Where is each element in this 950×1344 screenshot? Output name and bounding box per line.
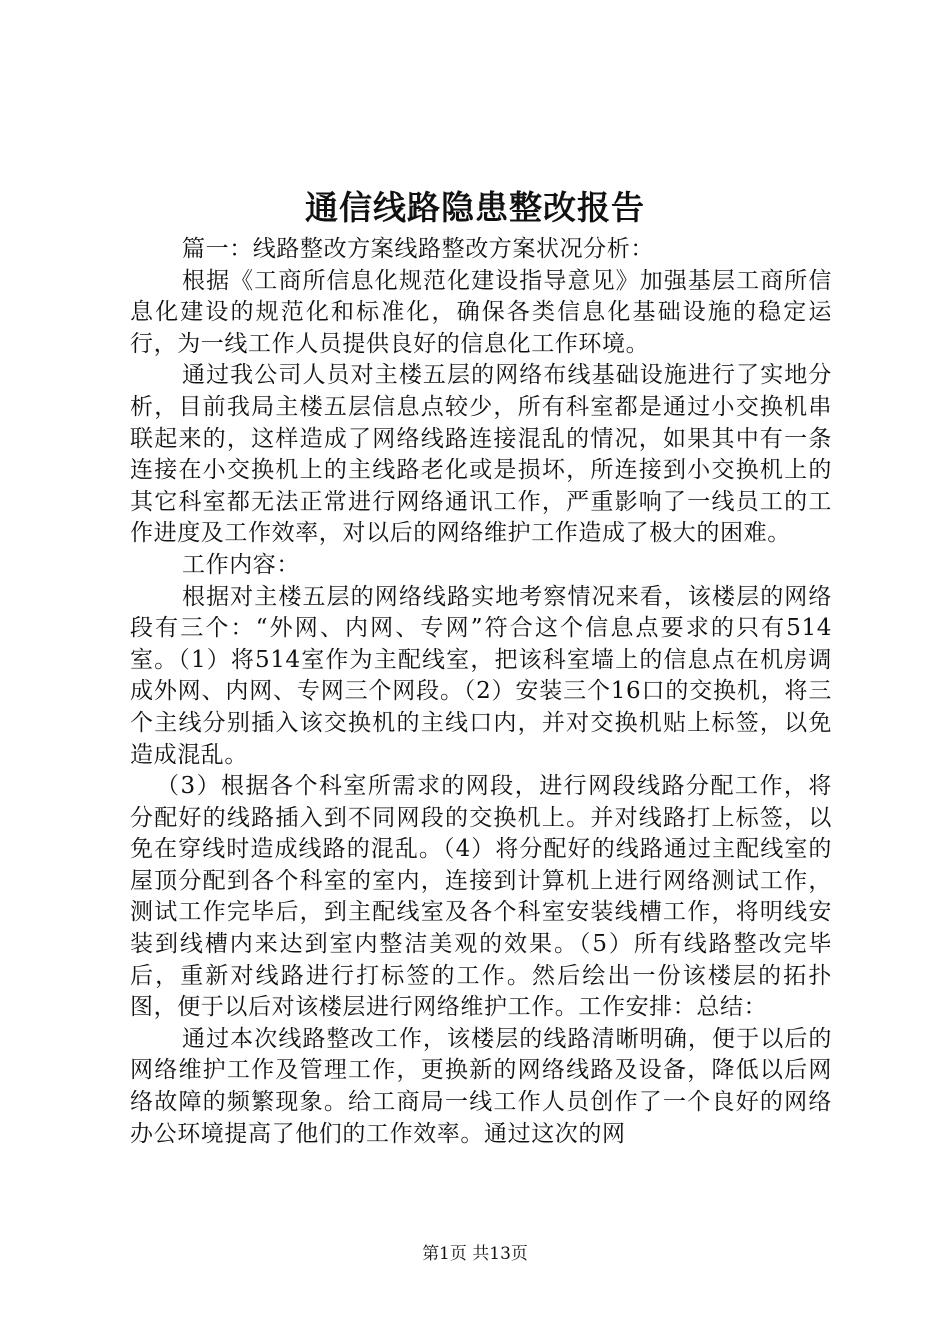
paragraph-summary: 通过本次线路整改工作，该楼层的线路清晰明确，便于以后的网络维护工作及管理工作，更换新的网络线路及设备，降低以后网络故障的频繁现象。给工商局一线工作人员创作了一个良好的网络办公环境提高了他们的工作效率。通过这次的网 — [130, 1025, 832, 1147]
document-title: 通信线路隐患整改报告 — [305, 188, 645, 227]
page-indicator: 第1页 共13页 — [422, 1244, 528, 1264]
paragraph-background: 根据《工商所信息化规范化建设指导意见》加强基层工商所信息化建设的规范化和标准化，确保各类信息化基础设施的稳定运行，为一线工作人员提供良好的信息化工作环境。 — [130, 267, 832, 357]
paragraph-analysis: 通过我公司人员对主楼五层的网络布线基础设施进行了实地分析，目前我局主楼五层信息点较少，所有科室都是通过小交换机串联起来的，这样造成了网络线路连接混乱的情况，如果其中有一条连接在小交换机上的主线路老化或是损坏，所连接到小交换机上的其它科室都无法正常进行网络通讯工作，严重影响了一线员工的工作进度及工作效率，对以后的网络维护工作造成了极大的困难。 — [130, 362, 832, 547]
document-body — [130, 234, 832, 1150]
paragraph-work-content: 根据对主楼五层的网络线路实地考察情况来看，该楼层的网络段有三个：“外网、内网、专网”符合这个信息点要求的只有514室。（1）将514室作为主配线室，把该科室墙上的信息点在机房调成外网、内网、专网三个网段。（2）安装三个16口的交换机，将三个主线分别插入该交换机的主线口内，并对交换机贴上标签，以免造成混乱。 — [130, 583, 832, 768]
paragraph-work-steps: （3）根据各个科室所需求的网段，进行网段线路分配工作，将分配好的线路插入到不同网段的交换机上。并对线路打上标签，以免在穿线时造成线路的混乱。（4）将分配好的线路通过主配线室的屋顶分配到各个科室的室内，连接到计算机上进行网络测试工作，测试工作完毕后，到主配线室及各个科室安装线槽工作，将明线安装到线槽内来达到室内整洁美观的效果。（5）所有线路整改完毕后，重新对线路进行打标签的工作。然后绘出一份该楼层的拓扑图，便于以后对该楼层进行网络维护工作。工作安排：总结： — [130, 773, 832, 1021]
paragraph-section-heading: 篇一：线路整改方案线路整改方案状况分析： — [182, 236, 654, 262]
paragraph-work-content-heading: 工作内容： — [182, 551, 300, 578]
